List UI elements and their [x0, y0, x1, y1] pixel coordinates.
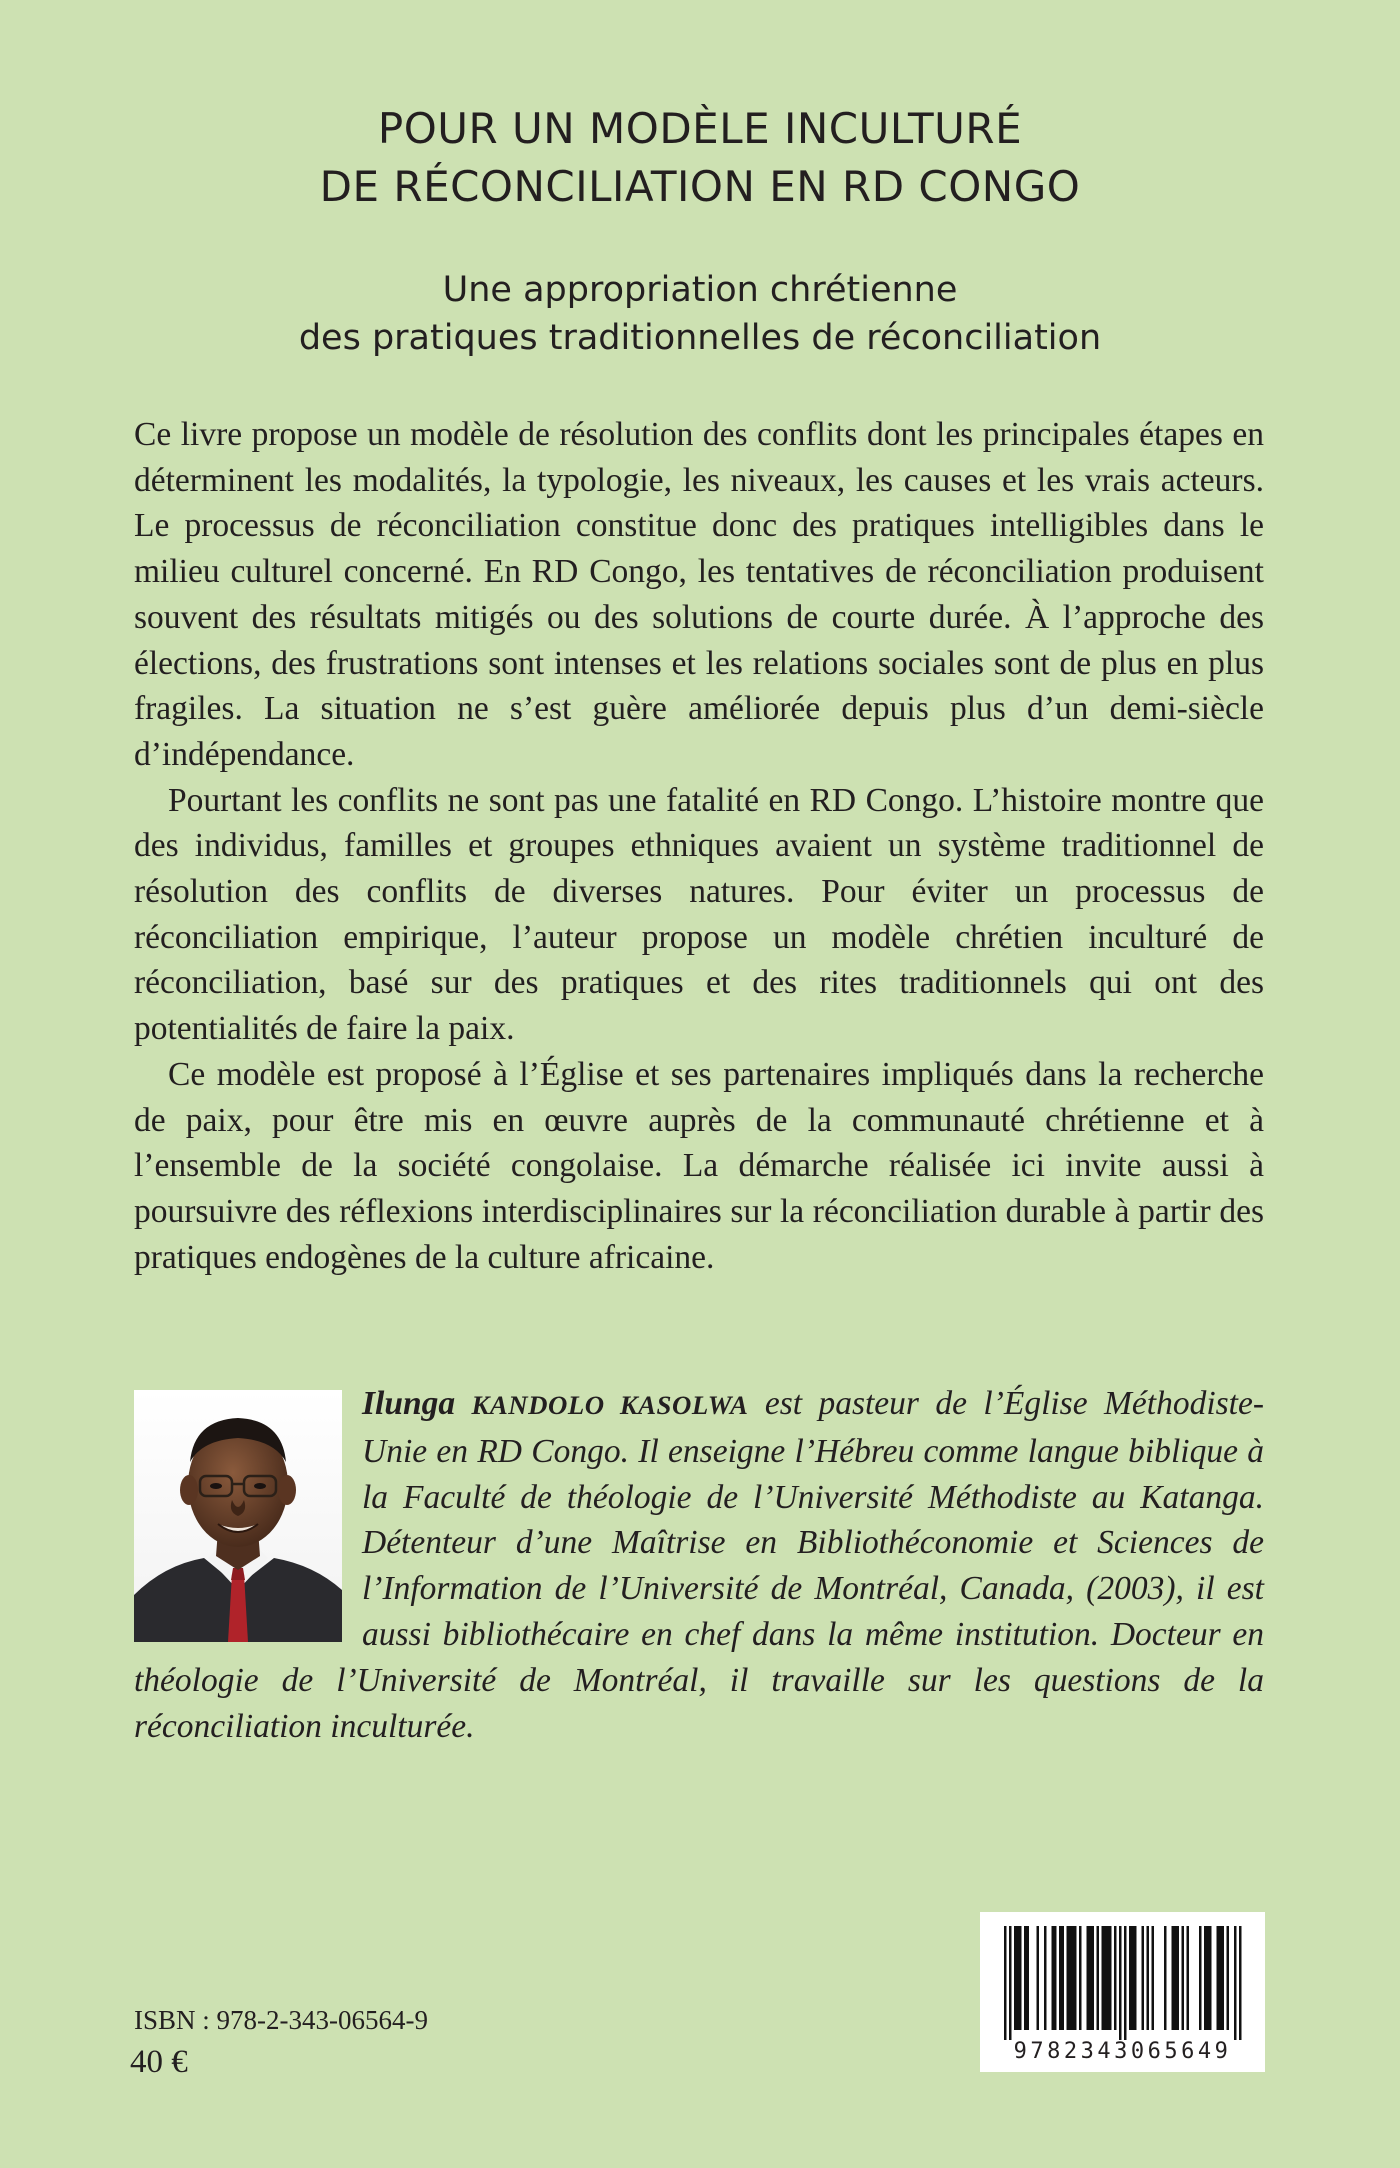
barcode-bar [1054, 1926, 1057, 2030]
barcode-bar [1107, 1926, 1110, 2030]
author-bio-text: est pasteur de l’Église Méthodiste-Unie en RD Congo. Il enseigne l’Hébreu comme langue biblique à la Faculté de théologie de l’Université Méthodiste au Katanga. Détenteur d’une Maîtrise en Bibliothéconomie et Sciences de l’Information de l’Université de Montréal, Canada, (2003), il est aussi bibliothécaire en chef dans la même institution. Docteur en théologie de l’Université de Montréal, il travaille sur les questions de la réconciliation inculturée. [134, 1385, 1265, 1745]
barcode-bar [1219, 1926, 1222, 2030]
barcode-bar [1037, 1926, 1040, 2030]
barcode-bar [1079, 1926, 1082, 2030]
barcode-bar [1004, 1926, 1007, 2040]
barcode-bar [1217, 1926, 1220, 2030]
barcode-bar [1209, 1926, 1212, 2030]
barcode-bars [980, 1912, 1265, 2042]
barcode-bar [1174, 1926, 1177, 2030]
barcode-bar [1069, 1926, 1072, 2030]
book-title-line-2: DE RÉCONCILIATION EN RD CONGO [319, 162, 1081, 211]
barcode-bar [1059, 1926, 1062, 2030]
barcode-bar [1089, 1926, 1092, 2030]
barcode-bar [1074, 1926, 1077, 2030]
barcode-bar [1182, 1926, 1185, 2030]
barcode-bar [1072, 1926, 1075, 2030]
barcode-bar [1227, 1926, 1230, 2030]
barcode-bar [1102, 1926, 1105, 2030]
barcode-bar [1152, 1926, 1155, 2030]
barcode-bar [1134, 1926, 1137, 2030]
barcode-bar [1017, 1926, 1020, 2030]
barcode-bar [1104, 1926, 1107, 2030]
barcode-bar [1067, 1926, 1070, 2030]
barcode-bar [1199, 1926, 1202, 2030]
barcode-bar [1164, 1926, 1167, 2030]
barcode-bar [1142, 1926, 1145, 2030]
synopsis [134, 412, 1264, 1280]
book-subtitle-line-2: des pratiques traditionnelles de réconciliation [298, 318, 1102, 358]
barcode-bar [1109, 1926, 1112, 2030]
barcode-bar [1124, 1926, 1127, 2040]
barcode-bar [1132, 1926, 1135, 2030]
barcode-bar [1024, 1926, 1027, 2030]
book-subtitle [0, 266, 1400, 362]
price: 40 € [130, 2044, 188, 2080]
author-name: Ilunga KANDOLO KASOLWA [362, 1385, 749, 1422]
barcode-bar [1062, 1926, 1065, 2030]
barcode-bar [1187, 1926, 1190, 2030]
barcode-bar [1239, 1926, 1242, 2040]
book-title-line-1: POUR UN MODÈLE INCULTURÉ [377, 104, 1023, 153]
barcode-bar [1092, 1926, 1095, 2030]
barcode-bar [1222, 1926, 1225, 2030]
author-last-name: KANDOLO KASOLWA [471, 1390, 749, 1420]
barcode-bar [1044, 1926, 1047, 2030]
barcode-bar [1027, 1926, 1030, 2030]
barcode-bar [1207, 1926, 1210, 2030]
barcode-bar [1204, 1926, 1207, 2030]
barcode-bar [1114, 1926, 1117, 2030]
barcode-bar [1019, 1926, 1022, 2030]
barcode-bar [1009, 1926, 1012, 2040]
barcode [980, 1912, 1265, 2072]
barcode-bar [1119, 1926, 1122, 2040]
book-title [0, 100, 1400, 216]
barcode-bar [1052, 1926, 1055, 2030]
synopsis-paragraph: Pourtant les conflits ne sont pas une fatalité en RD Congo. L’histoire montre que des individus, familles et groupes ethniques avaient un système traditionnel de résolution des conflits de diverses natures. Pour éviter un processus de réconciliation empirique, l’auteur propose un modèle chrétien inculturé de réconciliation, basé sur des pratiques et des rites traditionnels qui ont des potentialités de faire la paix. [134, 781, 1264, 1048]
barcode-bar [1129, 1926, 1132, 2030]
barcode-bar [1147, 1926, 1150, 2030]
author-biography [134, 1381, 1264, 1749]
barcode-number: 9782343065649 [1013, 2039, 1232, 2064]
barcode-bar [1097, 1926, 1100, 2030]
barcode-bar [1234, 1926, 1237, 2040]
barcode-bar [1172, 1926, 1175, 2030]
synopsis-paragraph: Ce modèle est proposé à l’Église et ses partenaires impliqués dans la recherche de paix, pour être mis en œuvre auprès de la communauté chrétienne et à l’ensemble de la société congolaise. La démarche réalisée ici invite aussi à poursuivre des réflexions interdisciplinaires sur la réconciliation durable à partir des pratiques endogènes de la culture africaine. [134, 1055, 1264, 1276]
barcode-bar [1014, 1926, 1017, 2030]
synopsis-paragraph: Ce livre propose un modèle de résolution des conflits dont les principales étapes en déterminent les modalités, la typologie, les niveaux, les causes et les vrais acteurs. Le processus de réconciliation constitue donc des pratiques intelligibles dans le milieu culturel concerné. En RD Congo, les tentatives de réconciliation produisent souvent des résultats mitigés ou des solutions de courte durée. À l’approche des élections, des frustrations sont intenses et les relations sociales sont de plus en plus fragiles. La situation ne s’est guère améliorée depuis plus d’un demi-siècle d’indépendance. [134, 416, 1264, 773]
book-subtitle-line-1: Une appropriation chrétienne [442, 270, 958, 310]
barcode-bar [1087, 1926, 1090, 2030]
isbn: ISBN : 978-2-343-06564-9 [134, 2005, 428, 2035]
barcode-bar [1177, 1926, 1180, 2030]
